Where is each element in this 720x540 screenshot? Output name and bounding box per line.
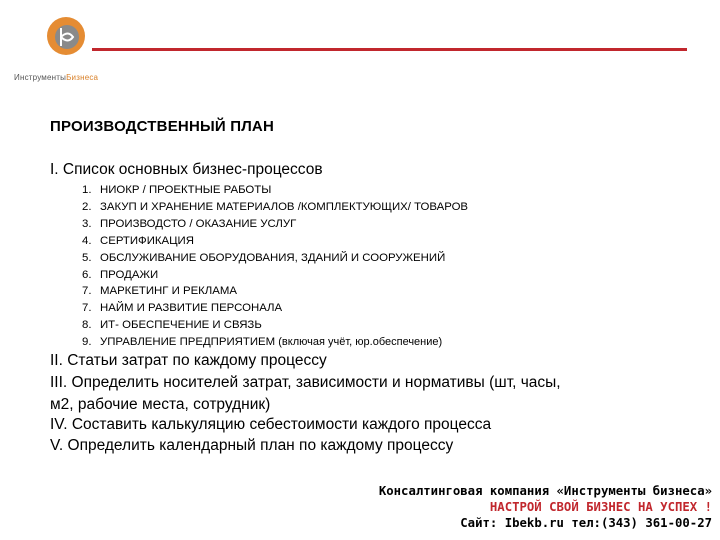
process-item [82,199,468,216]
section-3-heading-line2: м2, рабочие места, сотрудник) [50,396,271,413]
process-label: ЗАКУП И ХРАНЕНИЕ МАТЕРИАЛОВ /КОМПЛЕКТУЮЩИХ/ ТОВАРОВ [100,200,469,213]
process-label: ИТ- ОБЕСПЕЧЕНИЕ И СВЯЗЬ [100,319,262,332]
section-4-heading: IV. Составить калькуляцию себестоимости каждого процесса [50,416,492,433]
process-label: УПРАВЛЕНИЕ ПРЕДПРИЯТИЕМ [100,336,279,349]
logo-text-part2: Бизнеса [66,73,99,82]
process-number: 9. [82,336,92,349]
company-logo [14,16,124,82]
process-item [82,334,468,351]
process-item [82,233,468,250]
process-label: ПРОИЗВОДСТО / ОКАЗАНИЕ УСЛУГ [100,217,297,230]
logo-emblem-icon [46,16,86,56]
process-list [82,182,468,351]
process-item [82,216,468,233]
footer-contacts [379,483,712,531]
process-number: 7. [82,285,92,298]
process-item [82,300,468,317]
process-number: 8. [82,319,92,332]
footer-company: Консалтинговая компания «Инструменты бизнеса» [378,484,712,498]
process-number: 1. [82,184,92,196]
header-divider [92,48,687,51]
process-item [82,283,468,300]
section-5-heading: V. Определить календарный план по каждому процессу [50,437,454,454]
process-label: ПРОДАЖИ [100,268,159,281]
process-label: НИОКР / ПРОЕКТНЫЕ РАБОТЫ [100,184,272,196]
section-1-heading: I. Список основных бизнес-процессов [50,161,323,178]
footer-contact-line: Сайт: Ibekb.ru тел:(343) 361-00-27 [460,516,712,530]
process-label: МАРКЕТИНГ И РЕКЛАМА [100,285,237,298]
process-item [82,267,468,284]
logo-text [14,73,124,82]
process-label: СЕРТИФИКАЦИЯ [100,234,194,247]
process-number: 4. [82,234,92,247]
section-3-heading-line1: III. Определить носителей затрат, зависимости и нормативы (шт, часы, [50,374,561,391]
logo-text-part1: Инструменты [14,73,67,82]
footer-slogan: НАСТРОЙ СВОЙ БИЗНЕС НА УСПЕХ ! [489,500,712,514]
process-number: 5. [82,251,92,264]
section-2-heading: II. Статьи затрат по каждому процессу [50,352,327,369]
process-item [82,182,468,199]
process-label: ОБСЛУЖИВАНИЕ ОБОРУДОВАНИЯ, ЗДАНИЙ И СООРУЖЕНИЙ [100,251,446,264]
process-note: (включая учёт, юр.обеспечение) [278,336,443,349]
page-title: ПРОИЗВОДСТВЕННЫЙ ПЛАН [50,118,274,135]
process-item [82,317,468,334]
process-number: 3. [82,217,92,230]
process-number: 7. [82,302,92,315]
process-number: 2. [82,200,92,213]
process-item [82,250,468,267]
process-label: НАЙМ И РАЗВИТИЕ ПЕРСОНАЛА [100,302,283,315]
process-number: 6. [82,268,92,281]
